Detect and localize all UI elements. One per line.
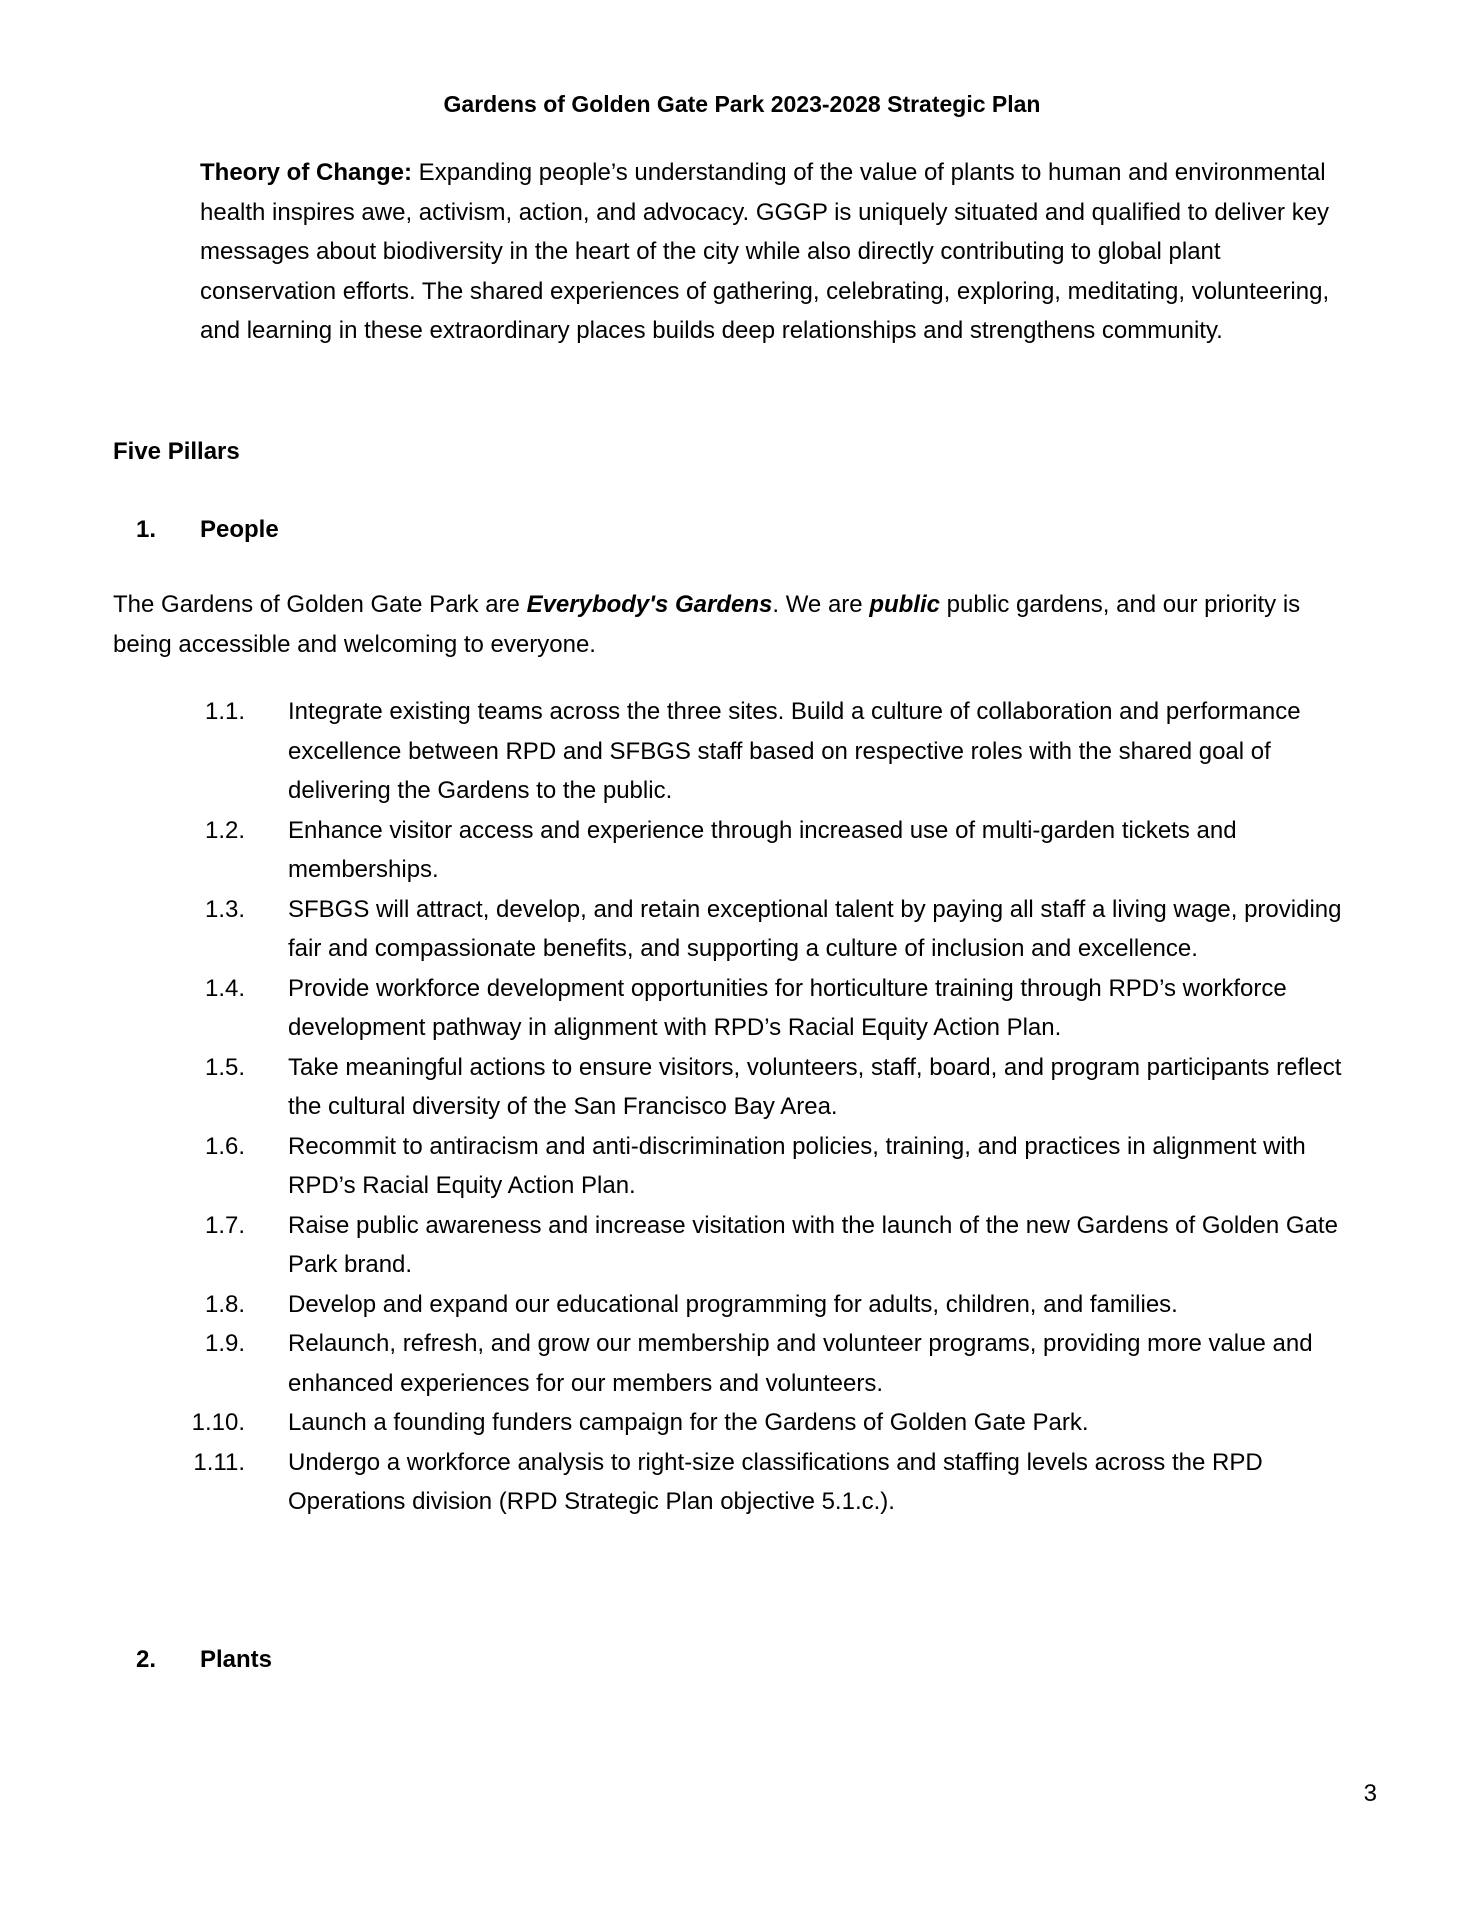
list-item (0, 1048, 1484, 1127)
pillar-1-number: 1. (136, 516, 157, 543)
list-item-text: Develop and expand our educational programming for adults, children, and families. (288, 1290, 1178, 1318)
theory-of-change-text: Expanding people’s understanding of the value of plants to human and environmental health inspires awe, activism, action, and advocacy. GGGP is uniquely situated and qualified to deliver key messages about biodiversity in the heart of the city while also directly contributing to global plant conservation efforts. The shared experiences of gathering, celebrating, exploring, meditating, volunteering, and learning in these extraordinary places builds deep relationships and strengthens community. (200, 159, 1330, 344)
list-item-text: Recommit to antiracism and anti-discrimination policies, training, and practices in alignment with RPD’s Racial Equity Action Plan. (288, 1132, 1306, 1199)
list-item-number: 1.3. (204, 895, 245, 923)
list-item-text: SFBGS will attract, develop, and retain exceptional talent by paying all staff a living wage, providing fair and compassionate benefits, and supporting a culture of inclusion and excellence. (288, 895, 1342, 962)
list-item-number: 1.11. (193, 1448, 245, 1476)
pillar-2-heading (0, 1640, 1484, 1680)
list-item-number: 1.10. (191, 1409, 245, 1436)
intro-part-2: . We are (772, 591, 870, 618)
list-item (0, 811, 1484, 890)
list-item-number: 1.9. (204, 1330, 245, 1357)
list-item-text: Integrate existing teams across the three sites. Build a culture of collaboration and performance excellence between RPD and SFBGS staff based on respective roles with the shared goal of delivering the Gardens to the public. (288, 698, 1301, 804)
pillar-1-heading (0, 510, 1484, 550)
list-item (0, 1285, 1484, 1325)
list-item (0, 1443, 1484, 1522)
list-item (0, 1127, 1484, 1206)
list-item (0, 692, 1484, 811)
list-item-number: 1.4. (204, 974, 245, 1002)
list-item-text: Provide workforce development opportunities for horticulture training through RPD’s workforce development pathway in alignment with RPD’s Racial Equity Action Plan. (288, 974, 1287, 1041)
list-item-text: Take meaningful actions to ensure visitors, volunteers, staff, board, and program participants reflect the cultural diversity of the San Francisco Bay Area. (288, 1053, 1342, 1120)
list-item-text: Raise public awareness and increase visitation with the launch of the new Gardens of Golden Gate Park brand. (288, 1211, 1338, 1278)
pillar-1-intro (113, 585, 1363, 664)
list-item-text: Enhance visitor access and experience through increased use of multi-garden tickets and memberships. (288, 816, 1237, 883)
list-item (0, 1206, 1484, 1285)
pillar-1-label: People (200, 516, 279, 543)
list-item-text: Undergo a workforce analysis to right-size classifications and staffing levels across the RPD Operations division (RPD Strategic Plan objective 5.1.c.). (288, 1448, 1263, 1515)
list-item-number: 1.8. (204, 1290, 245, 1318)
page-number: 3 (1363, 1780, 1377, 1807)
list-item (0, 890, 1484, 969)
list-item (0, 1324, 1484, 1403)
list-item-text: Relaunch, refresh, and grow our membership and volunteer programs, providing more value and enhanced experiences for our members and volunteers. (288, 1330, 1313, 1397)
pillar-1-objectives-list (0, 692, 1484, 1522)
theory-of-change-paragraph (200, 153, 1350, 351)
list-item-text: Launch a founding funders campaign for the Gardens of Golden Gate Park. (288, 1409, 1089, 1436)
list-item-number: 1.7. (204, 1211, 245, 1239)
list-item-number: 1.1. (204, 698, 245, 725)
intro-emphasis-public: public (869, 591, 940, 618)
list-item-number: 1.2. (204, 816, 245, 844)
intro-part-3: public gardens, and our priority is being accessible and welcoming to everyone. (113, 591, 1301, 658)
list-item-number: 1.6. (204, 1132, 245, 1160)
pillar-2-label: Plants (200, 1646, 273, 1673)
theory-of-change-label: Theory of Change: (200, 159, 413, 186)
list-item (0, 969, 1484, 1048)
document-title: Gardens of Golden Gate Park 2023-2028 Strategic Plan (443, 91, 1041, 117)
pillar-2-number: 2. (136, 1646, 157, 1673)
list-item-number: 1.5. (204, 1053, 245, 1081)
five-pillars-heading: Five Pillars (113, 438, 240, 465)
intro-part-1: The Gardens of Golden Gate Park are (113, 591, 527, 618)
list-item (0, 1403, 1484, 1443)
intro-emphasis-everybodys-gardens: Everybody's Gardens (526, 591, 773, 618)
